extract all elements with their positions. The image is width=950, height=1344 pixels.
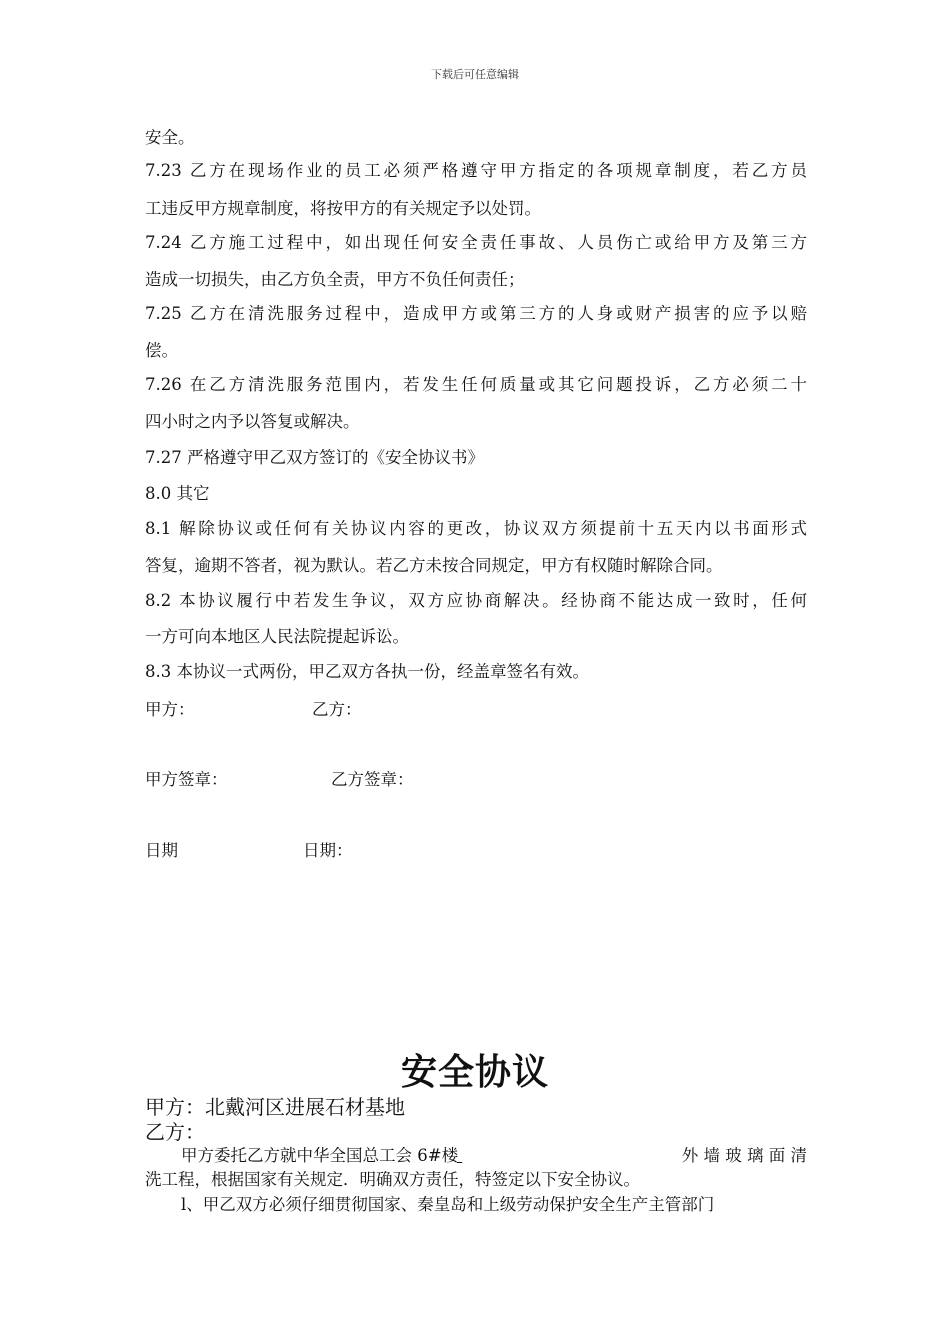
text-line: 四小时之内予以答复或解决。 [145, 412, 360, 431]
clause-8-1: 8.1 解除协议或任何有关协议内容的更改，协议双方须提前十五天内以书面形式 [145, 519, 807, 538]
section-8-heading: 8.0 其它 [145, 484, 210, 503]
date-b-label: 日期： [303, 841, 353, 860]
clause-8-3: 8.3 本协议一式两份，甲乙双方各执一份，经盖章签名有效。 [145, 662, 589, 681]
text-line: 偿。 [145, 341, 178, 360]
party-a-name: 甲方：北戴河区进展石材基地 [145, 1095, 405, 1119]
text-line: 安全。 [145, 128, 195, 147]
blank-underline [457, 1144, 657, 1168]
clause-7-24: 7.24 乙方施工过程中，如出现任何安全责任事故、人员伤亡或给甲方及第三方 [145, 233, 807, 252]
page-header: 下载后可任意编辑 [431, 68, 519, 81]
agreement-para1-line2: 洗工程，根据国家有关规定．明确双方责任，特签定以下安全协议。 [145, 1170, 640, 1189]
clause-7-23: 7.23 乙方在现场作业的员工必须严格遵守甲方指定的各项规章制度，若乙方员 [145, 161, 807, 180]
date-a-label: 日期 [145, 841, 178, 860]
party-b-seal-label: 乙方签章： [331, 770, 414, 789]
safety-agreement-title: 安全协议 [400, 1051, 549, 1093]
party-a-label: 甲方： [145, 700, 195, 719]
clause-7-25: 7.25 乙方在清洗服务过程中，造成甲方或第三方的人身或财产损害的应予以赔 [145, 304, 807, 323]
agreement-para2-line1: l、甲乙双方必须仔细贯彻国家、秦皇岛和上级劳动保护安全生产主管部门 [181, 1195, 715, 1214]
text-line: 答复，逾期不答者，视为默认。若乙方未按合同规定，甲方有权随时解除合同。 [145, 556, 723, 575]
party-b-name: 乙方： [145, 1120, 205, 1144]
para1-post-text: 外 墙 玻 璃 面 清 [681, 1146, 807, 1165]
clause-8-2: 8.2 本协议履行中若发生争议，双方应协商解决。经协商不能达成一致时，任何 [145, 591, 807, 610]
clause-7-27: 7.27 严格遵守甲乙双方签订的《安全协议书》 [145, 448, 484, 467]
party-a-seal-label: 甲方签章： [145, 770, 228, 789]
para1-pre-text: 甲方委托乙方就中华全国总工会 6#楼 [181, 1146, 459, 1165]
clause-7-26: 7.26 在乙方清洗服务范围内，若发生任何质量或其它问题投诉，乙方必须二十 [145, 375, 807, 394]
party-b-label: 乙方： [312, 700, 362, 719]
text-line: 工违反甲方规章制度，将按甲方的有关规定予以处罚。 [145, 199, 541, 218]
agreement-para1-line1 [145, 1144, 807, 1168]
text-line: 一方可向本地区人民法院提起诉讼。 [145, 627, 409, 646]
text-line: 造成一切损失，由乙方负全责，甲方不负任何责任； [145, 270, 525, 289]
